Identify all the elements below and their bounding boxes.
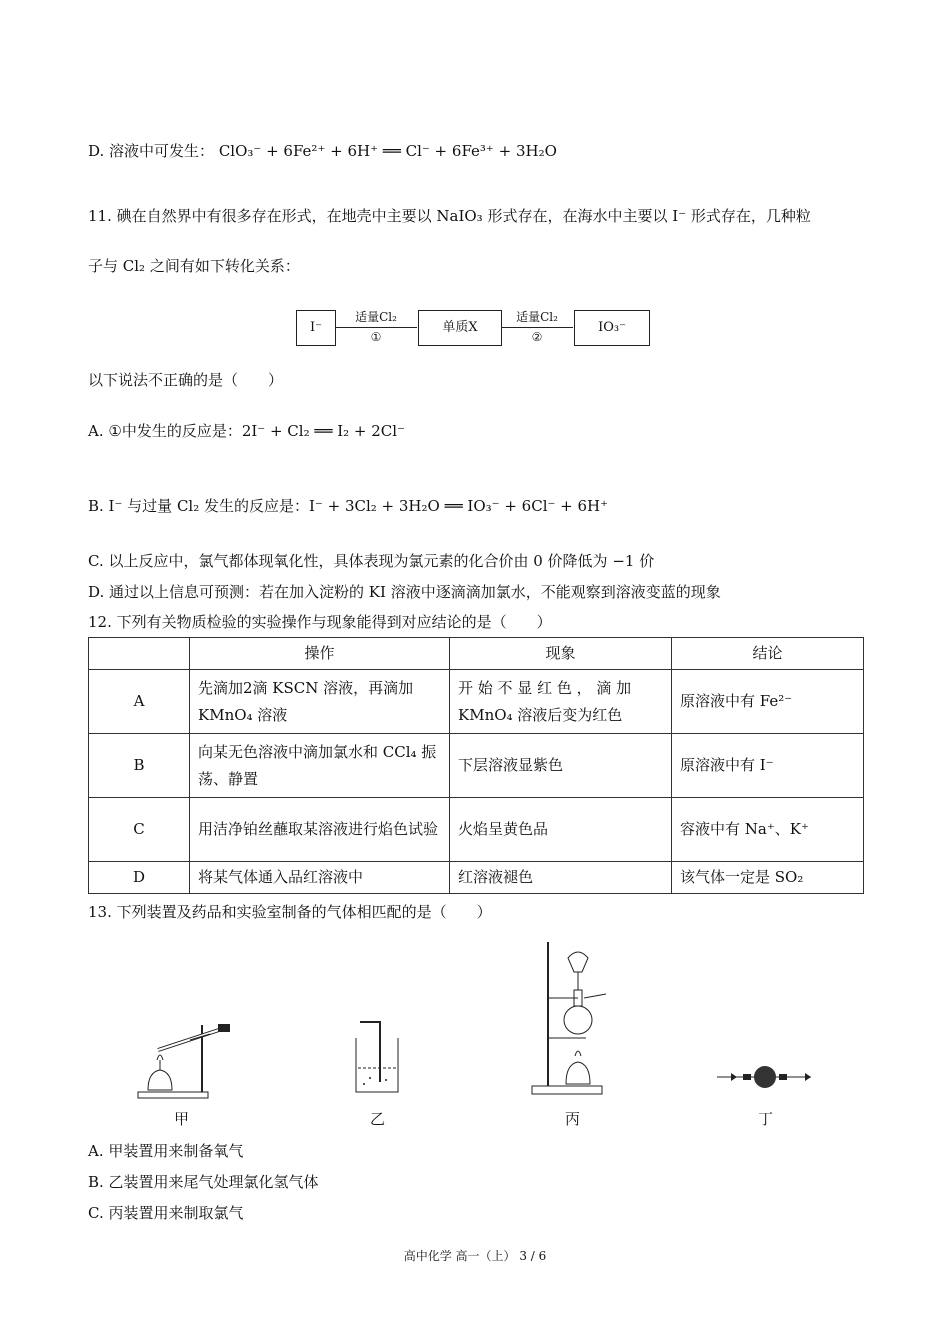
caption-ding: 丁 bbox=[758, 1110, 774, 1128]
caption-yi: 乙 bbox=[370, 1110, 386, 1128]
apparatus-jia-image bbox=[130, 1010, 240, 1105]
q13-option-b: B. 乙装置用来尾气处理氯化氢气体 bbox=[88, 1173, 319, 1191]
table-header-cell: 现象 bbox=[450, 638, 672, 670]
row-phenomenon: 火焰呈黄色品 bbox=[450, 798, 672, 862]
row-label: B bbox=[89, 734, 190, 798]
row-label: D bbox=[89, 862, 190, 894]
q10-option-d-equation: ClO₃⁻ + 6Fe²⁺ + 6H⁺ ══ Cl⁻ + 6Fe³⁺ + 3H₂O bbox=[218, 142, 557, 160]
q13-stem: 13. 下列装置及药品和实验室制备的气体相匹配的是（ ） bbox=[88, 903, 492, 921]
q10-option-d bbox=[88, 141, 557, 161]
row-operation: 用洁净铂丝蘸取某溶液进行焰色试验 bbox=[190, 798, 450, 862]
table-header-cell: 结论 bbox=[672, 638, 864, 670]
table-header-cell bbox=[89, 638, 190, 670]
row-operation: 先滴加2滴 KSCN 溶液，再滴加 KMnO₄ 溶液 bbox=[190, 670, 450, 734]
q11-option-d: D. 通过以上信息可预测：若在加入淀粉的 KI 溶液中逐滴滴加氯水，不能观察到溶液变蓝的现象 bbox=[88, 583, 721, 601]
diagram-arrow-1 bbox=[335, 327, 417, 328]
page-footer: 高中化学 高一（上） 3 / 6 bbox=[403, 1249, 547, 1263]
q11-stem-line1: 11. 碘在自然界中有很多存在形式，在地壳中主要以 NaIO₃ 形式存在，在海水中主要以 I⁻ 形式存在，几种粒 bbox=[88, 207, 811, 225]
table-row bbox=[89, 862, 864, 894]
caption-jia: 甲 bbox=[174, 1110, 190, 1128]
diagram-arrow-2-bottom: ② bbox=[531, 330, 543, 344]
apparatus-ding-image bbox=[715, 1064, 815, 1090]
row-conclusion: 原溶液中有 I⁻ bbox=[672, 734, 864, 798]
q13-option-a: A. 甲装置用来制备氧气 bbox=[88, 1142, 244, 1160]
row-conclusion: 原溶液中有 Fe²⁻ bbox=[672, 670, 864, 734]
apparatus-yi-image bbox=[350, 1018, 410, 1098]
q11-stem-line2: 子与 Cl₂ 之间有如下转化关系： bbox=[88, 257, 300, 275]
row-label: C bbox=[89, 798, 190, 862]
caption-bing: 丙 bbox=[565, 1110, 581, 1128]
q12-stem: 12. 下列有关物质检验的实验操作与现象能得到对应结论的是（ ） bbox=[88, 613, 552, 631]
q12-table bbox=[88, 637, 864, 894]
diagram-arrow-2 bbox=[501, 327, 573, 328]
row-phenomenon: 红溶液褪色 bbox=[450, 862, 672, 894]
table-row bbox=[89, 734, 864, 798]
q11-option-c: C. 以上反应中，氯气都体现氧化性，具体表现为氯元素的化合价由 0 价降低为 −1 价 bbox=[88, 552, 655, 570]
row-conclusion: 该气体一定是 SO₂ bbox=[672, 862, 864, 894]
table-header-cell: 操作 bbox=[190, 638, 450, 670]
row-label: A bbox=[89, 670, 190, 734]
row-operation: 向某无色溶液中滴加氯水和 CCl₄ 振荡、静置 bbox=[190, 734, 450, 798]
q11-question: 以下说法不正确的是（ ） bbox=[88, 371, 284, 389]
q11-option-b: B. I⁻ 与过量 Cl₂ 发生的反应是：I⁻ + 3Cl₂ + 3H₂O ══ IO₃⁻ + 6Cl⁻ + 6H⁺ bbox=[88, 497, 609, 515]
table-header-row bbox=[89, 638, 864, 670]
apparatus-bing-image bbox=[528, 938, 618, 1100]
diagram-arrow-2-top: 适量Cl₂ bbox=[516, 310, 558, 324]
diagram-box-iodide: I⁻ bbox=[296, 310, 336, 346]
q11-option-a: A. ①中发生的反应是：2I⁻ + Cl₂ ══ I₂ + 2Cl⁻ bbox=[88, 422, 405, 440]
diagram-arrow-1-bottom: ① bbox=[370, 330, 382, 344]
table-row bbox=[89, 798, 864, 862]
diagram-arrow-1-top: 适量Cl₂ bbox=[355, 310, 397, 324]
row-phenomenon: 开 始 不 显 红 色 ， 滴 加 KMnO₄ 溶液后变为红色 bbox=[450, 670, 672, 734]
diagram-box-element-x: 单质X bbox=[418, 310, 502, 346]
row-phenomenon: 下层溶液显紫色 bbox=[450, 734, 672, 798]
row-operation: 将某气体通入品红溶液中 bbox=[190, 862, 450, 894]
diagram-box-iodate: IO₃⁻ bbox=[574, 310, 650, 346]
q13-option-c: C. 丙装置用来制取氯气 bbox=[88, 1204, 244, 1222]
row-conclusion: 容液中有 Na⁺、K⁺ bbox=[672, 798, 864, 862]
q10-option-d-label: D. 溶液中可发生： bbox=[88, 142, 215, 160]
table-row bbox=[89, 670, 864, 734]
